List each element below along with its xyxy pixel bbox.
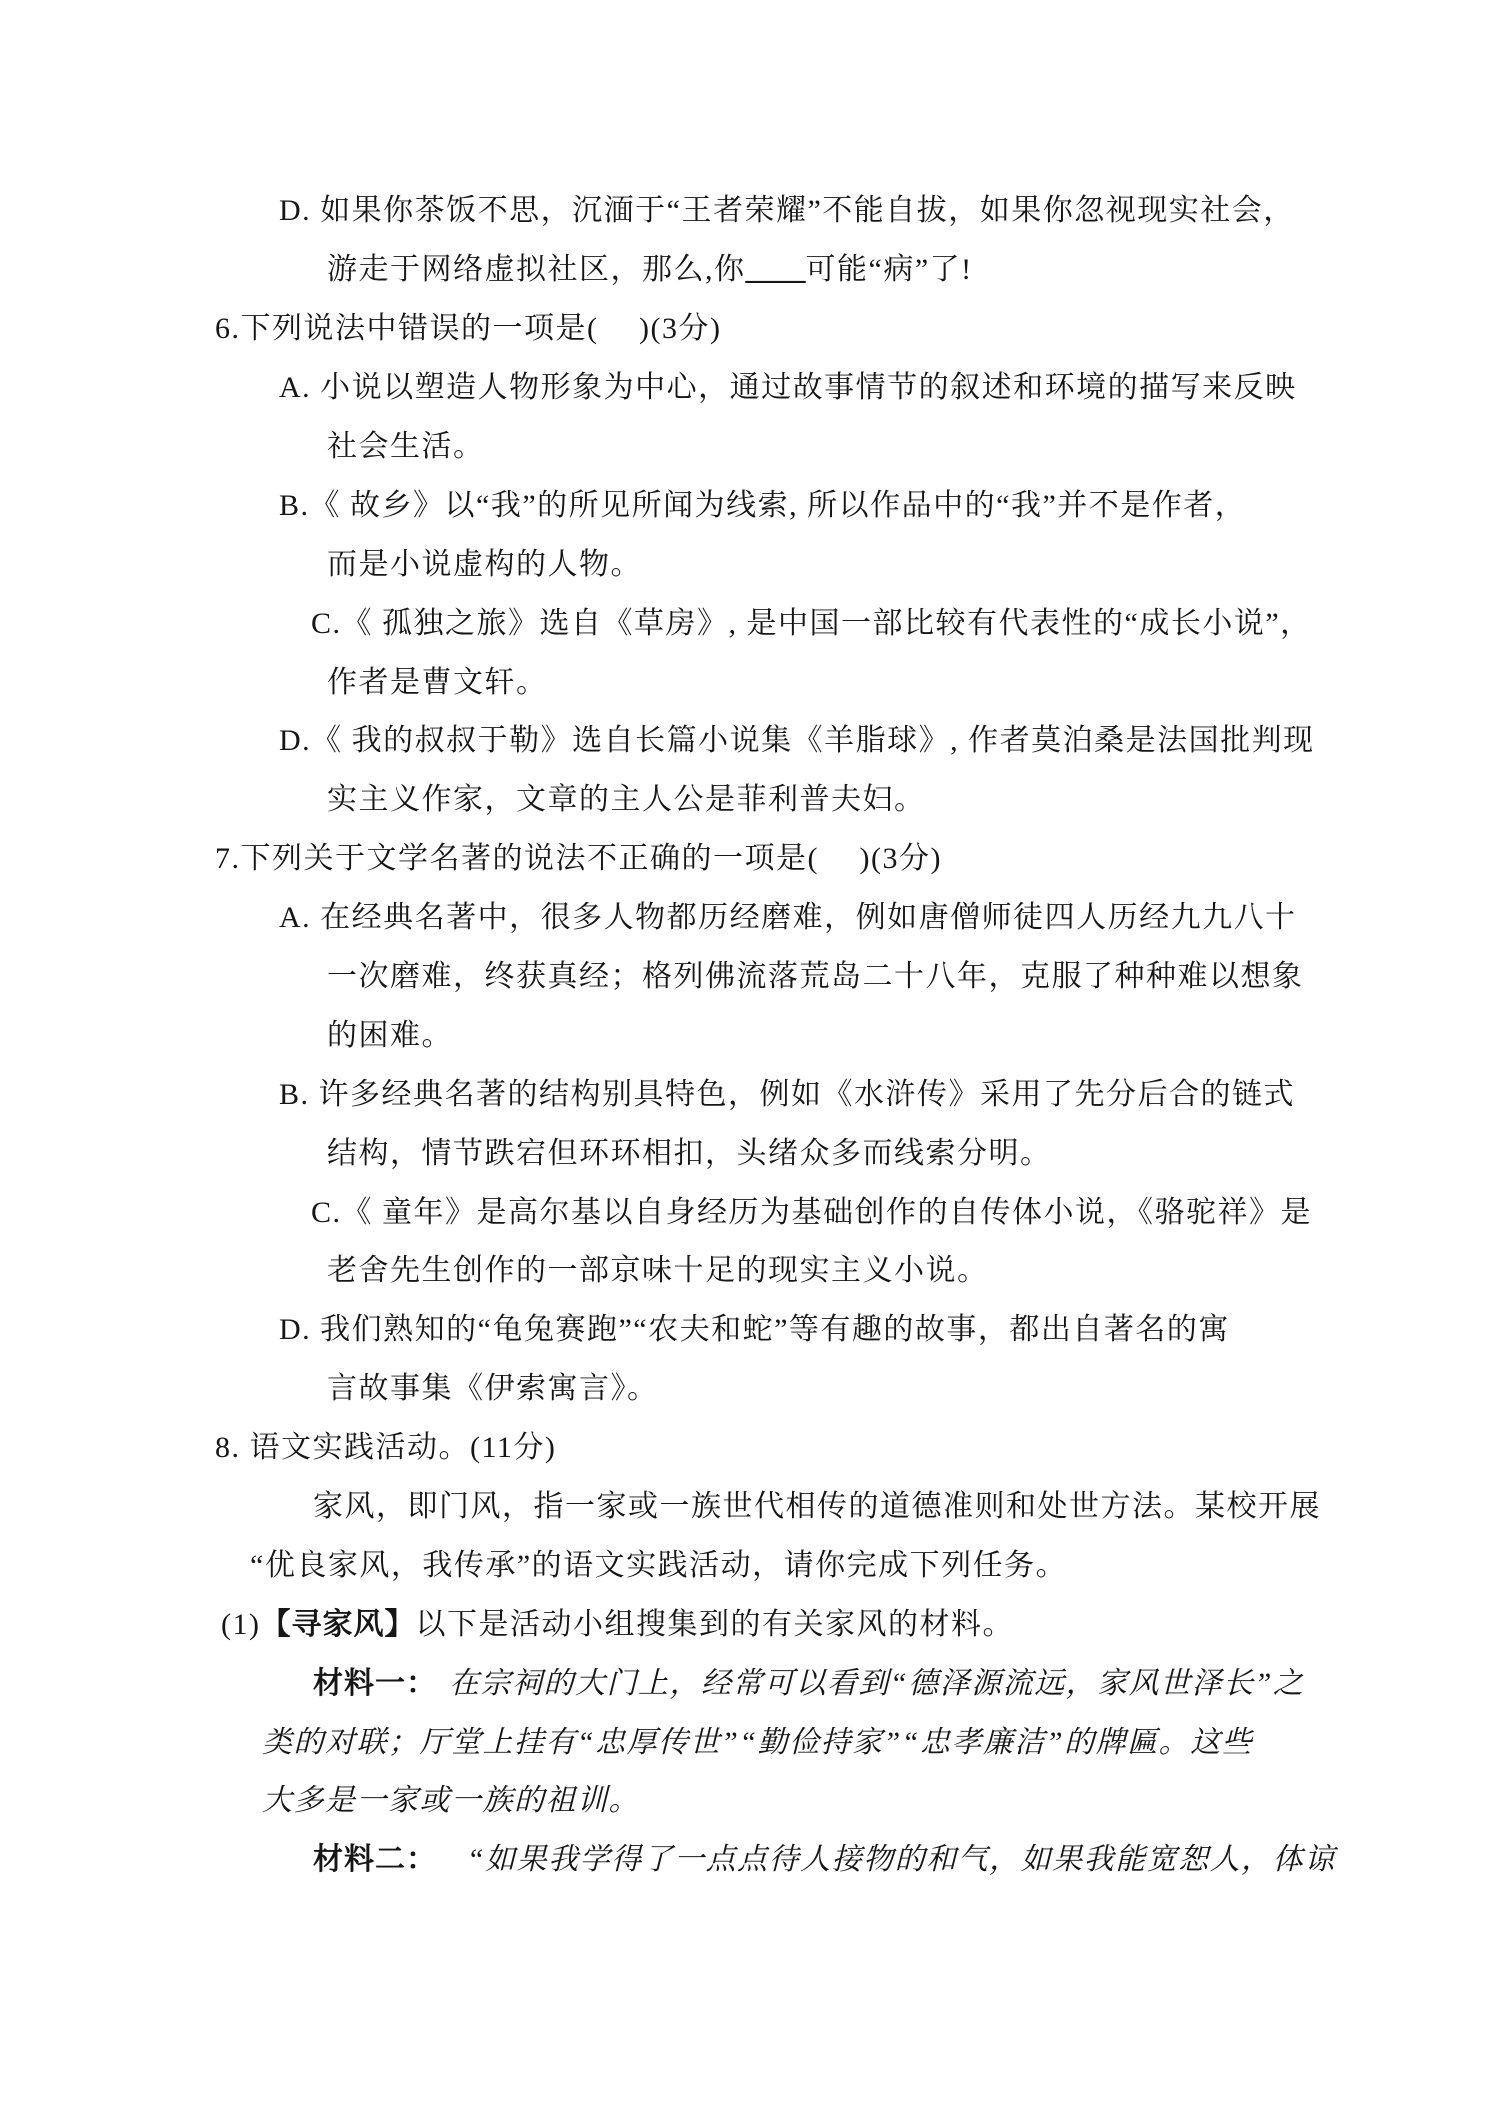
q6-option-d-line1: D.《 我的叔叔于勒》选自长篇小说集《羊脂球》, 作者莫泊桑是法国批判现 xyxy=(279,724,1315,758)
q6-option-b-line1: B.《 故乡》以“我”的所见所闻为线索, 所以作品中的“我”并不是作者， xyxy=(279,488,1247,522)
q7-option-b-line1: B. 许多经典名著的结构别具特色，例如《水浒传》采用了先分后合的链式 xyxy=(279,1077,1296,1111)
material1-label: 材料一： xyxy=(313,1666,437,1700)
q5-option-d-line2-pre: 游走于网络虚拟社区，那么,你 xyxy=(327,253,746,287)
q6-option-d-line2: 实主义作家，文章的主人公是菲利普夫妇。 xyxy=(327,783,926,817)
q8-material1-line2: 类的对联；厅堂上挂有“忠厚传世”“勤俭持家”“忠孝廉洁”的牌匾。这些 xyxy=(262,1725,1254,1759)
fill-in-blank: ____ xyxy=(745,253,806,287)
q5-option-d-line2 xyxy=(0,241,1493,300)
q6-option-a-line1: A. 小说以塑造人物形象为中心，通过故事情节的叙述和环境的描写来反映 xyxy=(279,371,1297,405)
q7-stem: 7.下列关于文学名著的说法不正确的一项是( )(3分) xyxy=(215,842,942,876)
material1-text-line1: 在宗祠的大门上，经常可以看到“德泽源流远，家风世泽长”之 xyxy=(449,1666,1305,1700)
q8-material2-line1 xyxy=(0,1831,1493,1890)
q8-task1-number: (1) xyxy=(221,1607,261,1641)
q7-option-a-line2: 一次磨难，终获真经；格列佛流落荒岛二十八年，克服了种种难以想象 xyxy=(327,960,1304,994)
q8-task1-label: 【寻家风】 xyxy=(260,1607,416,1641)
q8-task1-text: 以下是活动小组搜集到的有关家风的材料。 xyxy=(415,1607,1014,1641)
q7-option-c-line2: 老舍先生创作的一部京味十足的现实主义小说。 xyxy=(327,1254,989,1288)
q6-option-c-line1: C.《 孤独之旅》选自《草房》, 是中国一部比较有代表性的“成长小说”， xyxy=(311,606,1312,640)
q8-intro-line2: “优良家风，我传承”的语文实践活动，请你完成下列任务。 xyxy=(250,1548,1068,1582)
q7-option-d-line2: 言故事集《伊索寓言》。 xyxy=(327,1372,659,1406)
q8-task1 xyxy=(0,1595,1493,1654)
q7-option-d-line1: D. 我们熟知的“龟兔赛跑”“农夫和蛇”等有趣的故事，都出自著名的寓 xyxy=(279,1313,1230,1347)
q8-stem: 8. 语文实践活动。(11分) xyxy=(215,1431,557,1465)
q7-option-a-line1: A. 在经典名著中，很多人物都历经磨难，例如唐僧师徒四人历经九九八十 xyxy=(279,901,1297,935)
q5-option-d-line1: D. 如果你茶饭不思，沉湎于“王者荣耀”不能自拔，如果你忽视现实社会， xyxy=(279,194,1295,228)
q7-option-c-line1: C.《 童年》是高尔基以自身经历为基础创作的自传体小说，《骆驼祥》是 xyxy=(311,1195,1313,1229)
material2-label: 材料二： xyxy=(313,1843,437,1877)
material2-text-line1: “如果我学得了一点点待人接物的和气，如果我能宽恕人，体谅 xyxy=(467,1843,1336,1877)
q6-stem: 6.下列说法中错误的一项是( )(3分) xyxy=(215,312,722,346)
q5-option-d-line2-post: 可能“病”了! xyxy=(805,253,973,287)
q6-option-a-line2: 社会生活。 xyxy=(327,430,485,463)
q6-option-b-line2: 而是小说虚构的人物。 xyxy=(327,547,642,581)
q7-option-b-line2: 结构，情节跌宕但环环相扣，头绪众多而线索分明。 xyxy=(327,1136,1052,1170)
q8-intro-line1: 家风，即门风，指一家或一族世代相传的道德准则和处世方法。某校开展 xyxy=(313,1490,1321,1524)
q6-option-c-line2: 作者是曹文轩。 xyxy=(327,665,548,699)
q7-option-a-line3: 的困难。 xyxy=(327,1018,453,1052)
q8-material1-line3: 大多是一家或一族的祖训。 xyxy=(262,1784,640,1818)
q8-material1-line1 xyxy=(0,1654,1493,1713)
